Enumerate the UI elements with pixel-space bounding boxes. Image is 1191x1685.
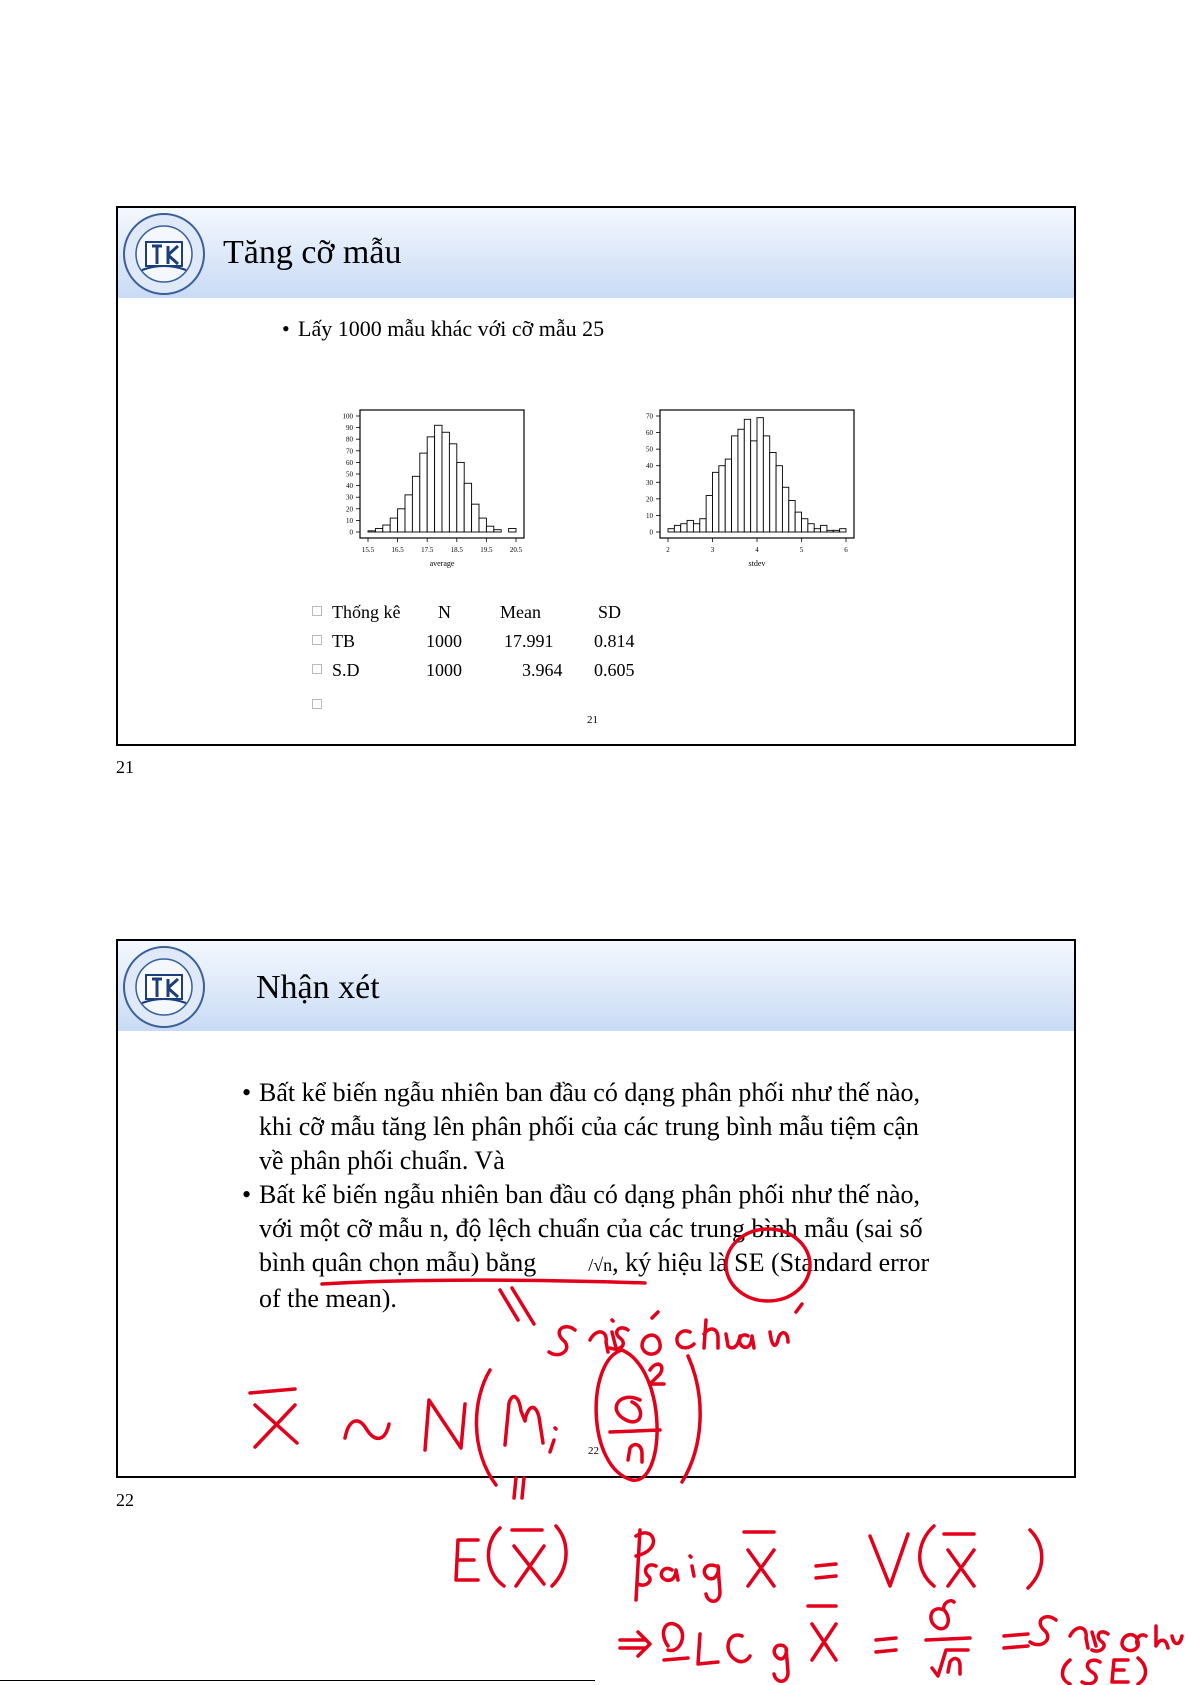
histogram-bar bbox=[390, 518, 397, 532]
y-tick-label: 80 bbox=[346, 435, 353, 444]
histogram-bar bbox=[732, 436, 738, 532]
x-tick-label: 17.5 bbox=[421, 546, 434, 554]
x-tick-label: 20.5 bbox=[509, 546, 523, 554]
y-tick-label: 30 bbox=[346, 493, 353, 502]
header-n: N bbox=[438, 602, 451, 622]
histogram-average bbox=[338, 404, 528, 574]
x-tick-label: 5 bbox=[799, 546, 804, 554]
cell-sd: 0.814 bbox=[594, 631, 635, 651]
header-statistic: Thống kê bbox=[332, 602, 401, 622]
ink-equals bbox=[816, 1564, 836, 1578]
y-tick-label: 100 bbox=[342, 412, 353, 421]
histogram-bar bbox=[744, 419, 750, 532]
page-number: 22 bbox=[116, 1490, 134, 1510]
x-tick-label: 18.5 bbox=[450, 546, 463, 554]
histogram-bar bbox=[700, 519, 706, 532]
histogram-bar bbox=[427, 437, 434, 532]
histogram-bar bbox=[827, 530, 833, 532]
x-tick-label: 16.5 bbox=[391, 546, 404, 554]
histogram-bar bbox=[464, 483, 471, 532]
bullet-square-icon bbox=[312, 606, 322, 616]
histogram-bar bbox=[405, 495, 412, 532]
ink-xbar-3 bbox=[808, 1606, 836, 1660]
slide-title: Tăng cỡ mẫu bbox=[223, 234, 402, 271]
formula-sigma-over-sqrt-n: /√n bbox=[588, 1255, 613, 1275]
ink-sigma-over-sqrt-n bbox=[926, 1601, 970, 1676]
y-tick-label: 70 bbox=[346, 447, 353, 456]
histogram-bar bbox=[751, 441, 757, 532]
histogram-bar bbox=[725, 459, 731, 532]
y-tick-label: 70 bbox=[646, 412, 653, 421]
bullet-square-icon bbox=[312, 699, 322, 709]
slide-number: 22 bbox=[588, 1445, 599, 1457]
histogram-bar bbox=[398, 509, 405, 532]
histogram-bar bbox=[442, 432, 449, 532]
x-tick-label: 19.5 bbox=[480, 546, 493, 554]
histogram-bar bbox=[757, 418, 763, 532]
cell-mean: 17.991 bbox=[504, 631, 554, 651]
x-axis-label: average bbox=[429, 559, 455, 568]
faculty-logo-icon bbox=[122, 212, 206, 296]
histogram-bar bbox=[509, 529, 516, 532]
histogram-bar bbox=[789, 501, 795, 532]
ink-equals-2 bbox=[876, 1638, 896, 1652]
histogram-bar bbox=[449, 444, 456, 532]
histogram-bar bbox=[770, 452, 776, 532]
cell-mean: 3.964 bbox=[522, 660, 563, 680]
histogram-bar bbox=[763, 436, 769, 532]
y-tick-label: 40 bbox=[646, 462, 653, 471]
slide-number: 21 bbox=[587, 714, 598, 726]
histogram-stdev bbox=[638, 404, 858, 574]
y-tick-label: 20 bbox=[346, 505, 353, 514]
histogram-bar bbox=[738, 429, 744, 532]
bullet-item: • Bất kể biến ngẫu nhiên ban đầu có dạng phân phối như thế nào, với một cỡ mẫu n, độ lệch chuẩn của các trung bình mẫu (sai số bình quân chọn mẫu) bằng /√n, ký hiệu là SE (Standard error of the mean). bbox=[242, 1180, 930, 1313]
header-sd: SD bbox=[598, 602, 622, 622]
histogram-bar bbox=[693, 524, 699, 532]
y-tick-label: 20 bbox=[646, 495, 653, 504]
ink-xbar-2 bbox=[744, 1532, 774, 1586]
histogram-bar bbox=[687, 520, 693, 532]
faculty-logo-icon bbox=[122, 945, 206, 1029]
y-tick-label: 50 bbox=[646, 445, 653, 454]
histogram-bar bbox=[486, 526, 493, 532]
ink-DLC bbox=[663, 1624, 750, 1664]
x-tick-label: 4 bbox=[755, 546, 759, 554]
bullet-text: Bất kể biến ngẫu nhiên ban đầu có dạng phân phối như thế nào, khi cỡ mẫu tăng lên phân phối của các trung bình mẫu tiệm cận về phân phối chuẩn. Và bbox=[259, 1078, 921, 1175]
y-tick-label: 30 bbox=[646, 478, 653, 487]
y-tick-label: 0 bbox=[649, 528, 653, 537]
ink-E-xbar bbox=[456, 1526, 566, 1586]
slide-22 bbox=[116, 939, 1076, 1478]
histogram-bar bbox=[821, 525, 827, 532]
ink-phuong-sai-cua bbox=[636, 1530, 720, 1601]
x-axis-label: stdev bbox=[748, 559, 766, 568]
cell-label: TB bbox=[332, 631, 356, 651]
y-tick-label: 90 bbox=[346, 424, 353, 433]
cell-n: 1000 bbox=[426, 660, 462, 680]
ink-equals-3 bbox=[1004, 1634, 1028, 1648]
histogram-bar bbox=[802, 519, 808, 532]
bullet-square-icon bbox=[312, 635, 322, 645]
histogram-bar bbox=[420, 453, 427, 532]
histogram-bar bbox=[472, 504, 479, 532]
y-tick-label: 10 bbox=[346, 516, 353, 525]
histogram-bar bbox=[674, 525, 680, 532]
histogram-bar bbox=[457, 462, 464, 532]
ink-cua bbox=[774, 1645, 788, 1681]
histogram-bar bbox=[808, 524, 814, 532]
histogram-bar bbox=[814, 529, 820, 532]
cell-label: S.D bbox=[332, 660, 360, 680]
y-tick-label: 50 bbox=[346, 470, 353, 479]
bullet-text: Bất kể biến ngẫu nhiên ban đầu có dạng phân phối như thế nào, với một cỡ mẫu n, độ lệch chuẩn của các trung bình mẫu (sai số bình quân chọn mẫu) bằng bbox=[259, 1180, 923, 1277]
histogram-bar bbox=[435, 425, 442, 532]
histogram-bar bbox=[706, 496, 712, 532]
histogram-bar bbox=[795, 512, 801, 532]
remarks-list bbox=[242, 1076, 942, 1316]
bullet-square-icon bbox=[312, 664, 322, 674]
histogram-bar bbox=[833, 530, 839, 532]
histogram-bar bbox=[383, 525, 390, 532]
page-number: 21 bbox=[116, 757, 134, 777]
bullet-text: Lấy 1000 mẫu khác với cỡ mẫu 25 bbox=[298, 316, 605, 341]
histogram-bar bbox=[368, 531, 375, 532]
cell-n: 1000 bbox=[426, 631, 462, 651]
ink-implies-arrow bbox=[620, 1632, 650, 1656]
bullet-text-tail: , ký hiệu là SE (Standard error of the mean). bbox=[259, 1248, 930, 1313]
histogram-bar bbox=[412, 476, 419, 532]
bullet-item: • Lấy 1000 mẫu khác với cỡ mẫu 25 bbox=[282, 316, 605, 341]
x-tick-label: 15.5 bbox=[361, 546, 375, 554]
slide-21 bbox=[116, 206, 1076, 746]
footer-line bbox=[0, 1680, 595, 1681]
histogram-bar bbox=[719, 466, 725, 532]
bullet-item: • Bất kể biến ngẫu nhiên ban đầu có dạng phân phối như thế nào, khi cỡ mẫu tăng lên phân phối của các trung bình mẫu tiệm cận về phân phối chuẩn. Và bbox=[242, 1078, 921, 1175]
slide-title: Nhận xét bbox=[256, 969, 380, 1006]
x-tick-label: 3 bbox=[710, 546, 715, 554]
cell-sd: 0.605 bbox=[594, 660, 635, 680]
histogram-bar bbox=[681, 524, 687, 532]
ink-text-sai-so-chuan-2 bbox=[1030, 1617, 1182, 1651]
histogram-bar bbox=[668, 529, 674, 532]
histogram-bar bbox=[713, 472, 719, 532]
y-tick-label: 10 bbox=[646, 511, 653, 520]
histogram-bar bbox=[479, 518, 486, 532]
ink-equals-down bbox=[514, 1478, 524, 1498]
x-tick-label: 6 bbox=[844, 546, 848, 554]
histogram-bar bbox=[840, 529, 846, 532]
ink-SE bbox=[1063, 1658, 1146, 1684]
x-tick-label: 2 bbox=[666, 546, 670, 554]
y-tick-label: 60 bbox=[346, 458, 353, 467]
y-tick-label: 0 bbox=[349, 528, 353, 537]
histogram-bar bbox=[494, 530, 501, 532]
header-mean: Mean bbox=[500, 602, 541, 622]
y-tick-label: 40 bbox=[346, 482, 353, 491]
y-tick-label: 60 bbox=[646, 429, 653, 438]
histogram-bar bbox=[375, 529, 382, 532]
histogram-bar bbox=[776, 466, 782, 532]
ink-V-xbar bbox=[870, 1526, 1042, 1588]
histogram-bar bbox=[782, 487, 788, 532]
